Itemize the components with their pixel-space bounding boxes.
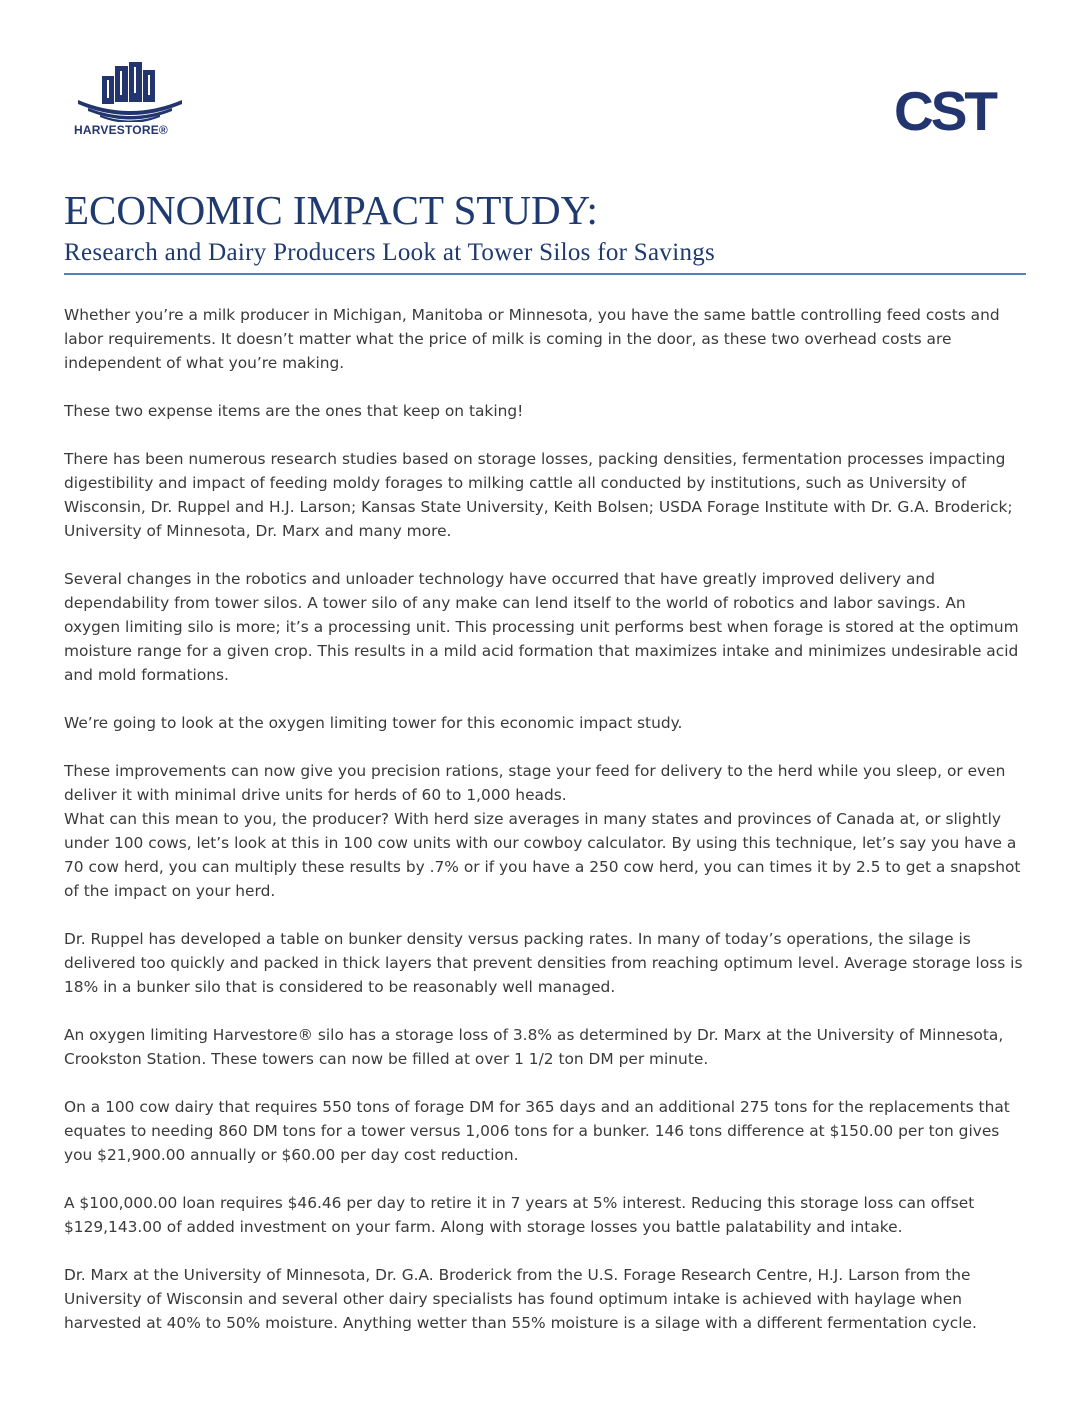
paragraph: We’re going to look at the oxygen limiting tower for this economic impact study. <box>64 714 683 732</box>
paragraph: What can this mean to you, the producer? With herd size averages in many states and provinces of Canada at, or slightly under 100 cows, let’s look at this in 100 cow units with our cowboy calculator. By using this technique, let’s say you have a 70 cow herd, you can multiply these results by .7% or if you have a 250 cow herd, you can times it by 2.5 to get a snapshot of the impact on your herd. <box>64 810 1021 900</box>
paragraph: There has been numerous research studies based on storage losses, packing densities, fermentation processes impacting digestibility and impact of feeding moldy forages to milking cattle all conducted by institutions, such as University of Wisconsin, Dr. Ruppel and H.J. Larson; Kansas State University, Keith Bolsen; USDA Forage Institute with Dr. G.A. Broderick; University of Minnesota, Dr. Marx and many more. <box>64 450 1013 540</box>
page-subtitle: Research and Dairy Producers Look at Tower Silos for Savings <box>64 239 716 266</box>
paragraph: A $100,000.00 loan requires $46.46 per day to retire it in 7 years at 5% interest. Reducing this storage loss can offset $129,143.00 of added investment on your farm. Along with storage losses you battle palatability and intake. <box>64 1194 975 1236</box>
paragraph: These improvements can now give you precision rations, stage your feed for delivery to the herd while you sleep, or even deliver it with minimal drive units for herds of 60 to 1,000 heads. <box>64 762 1006 804</box>
silo-buildings-icon <box>74 62 186 122</box>
title-divider <box>64 273 1026 275</box>
article-body <box>64 303 1026 1359</box>
paragraph: An oxygen limiting Harvestore® silo has a storage loss of 3.8% as determined by Dr. Marx at the University of Minnesota, Crookston Station. These towers can now be filled at over 1 1/2 ton DM per minute. <box>64 1026 1004 1068</box>
paragraph: These two expense items are the ones that keep on taking! <box>64 402 524 420</box>
harvestore-wordmark: HARVESTORE® <box>74 123 168 137</box>
harvestore-logo <box>74 62 186 138</box>
paragraph: Several changes in the robotics and unloader technology have occurred that have greatly improved delivery and dependability from tower silos. A tower silo of any make can lend itself to the world of robotics and labor savings. An oxygen limiting silo is more; it’s a processing unit. This processing unit performs best when forage is stored at the optimum moisture range for a given crop. This results in a mild acid formation that maximizes intake and minimizes undesirable acid and mold formations. <box>64 570 1019 684</box>
cst-logo: CST <box>894 80 995 142</box>
paragraph: Dr. Ruppel has developed a table on bunker density versus packing rates. In many of today’s operations, the silage is delivered too quickly and packed in thick layers that prevent densities from reaching optimum level. Average storage loss is 18% in a bunker silo that is considered to be reasonably well managed. <box>64 930 1023 996</box>
paragraph: Whether you’re a milk producer in Michigan, Manitoba or Minnesota, you have the same battle controlling feed costs and labor requirements. It doesn’t matter what the price of milk is coming in the door, as these two overhead costs are independent of what you’re making. <box>64 306 1000 372</box>
page-title: ECONOMIC IMPACT STUDY: <box>64 187 598 233</box>
paragraph: Dr. Marx at the University of Minnesota, Dr. G.A. Broderick from the U.S. Forage Research Centre, H.J. Larson from the University of Wisconsin and several other dairy specialists has found optimum intake is achieved with haylage when harvested at 40% to 50% moisture. Anything wetter than 55% moisture is a silage with a different fermentation cycle. <box>64 1266 977 1332</box>
paragraph: On a 100 cow dairy that requires 550 tons of forage DM for 365 days and an additional 275 tons for the replacements that equates to needing 860 DM tons for a tower versus 1,006 tons for a bunker. 146 tons difference at $150.00 per ton gives you $21,900.00 annually or $60.00 per day cost reduction. <box>64 1098 1010 1164</box>
